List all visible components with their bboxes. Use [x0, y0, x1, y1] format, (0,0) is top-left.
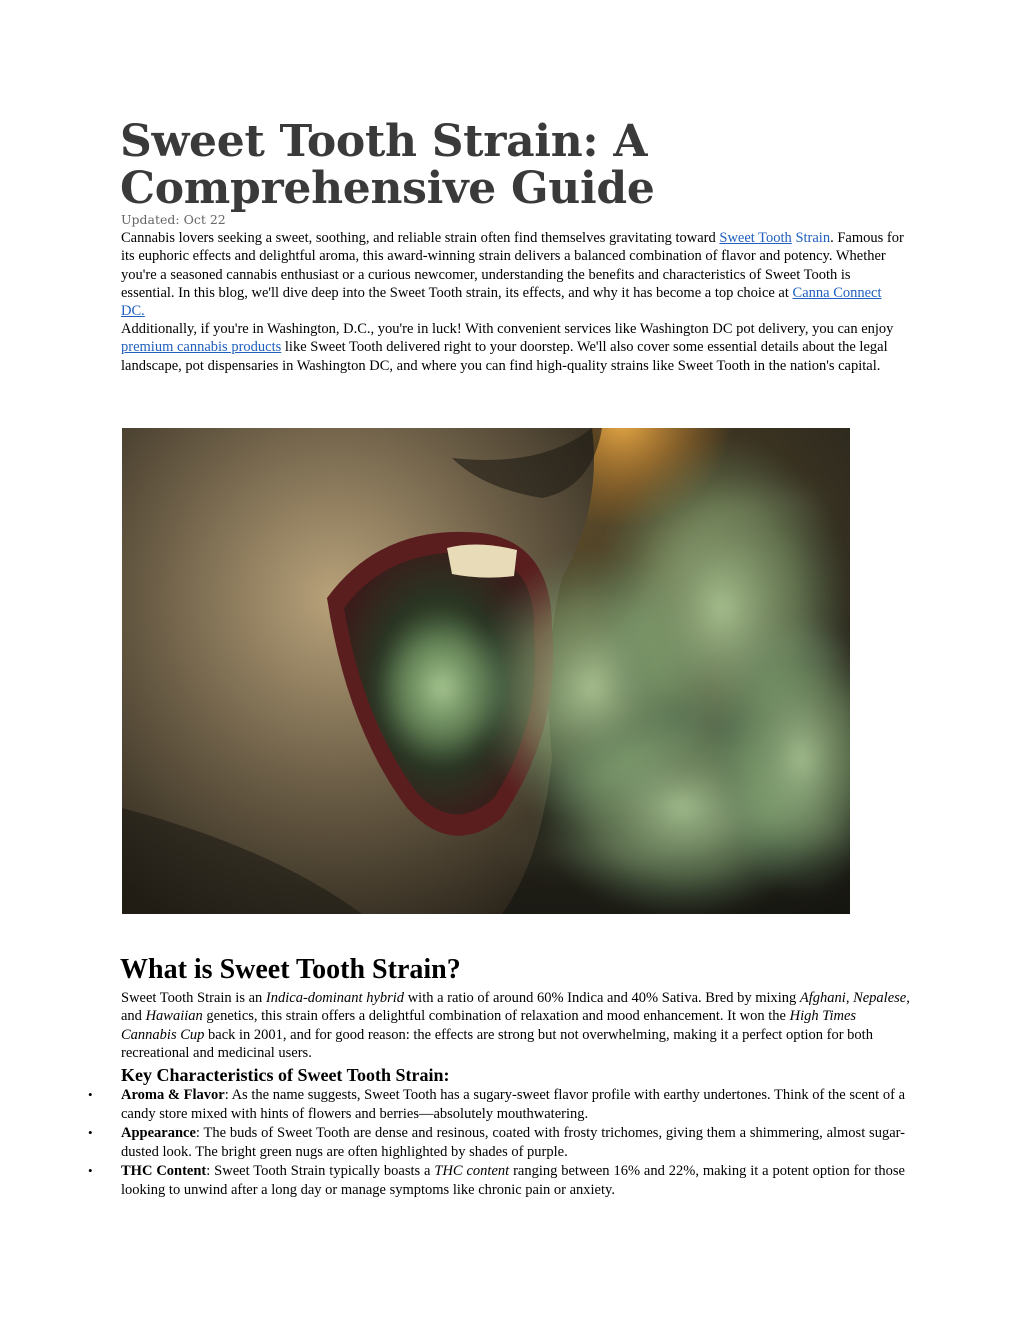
item-label: THC Content: [121, 1163, 207, 1179]
section-italic: High Times Cannabis Cup: [121, 1008, 857, 1043]
characteristics-heading: Key Characteristics of Sweet Tooth Strain:: [121, 1065, 450, 1085]
dc-text-1: Additionally, if you're in Washington, D.C., you're in luck! With convenient services like Washington DC pot delivery, you can enjoy: [121, 321, 894, 337]
strain-link[interactable]: Strain: [795, 230, 831, 246]
hero-image-smoke-exhale: [122, 428, 850, 914]
item-text: : Sweet Tooth Strain typically boasts a: [206, 1163, 435, 1179]
bullet-icon: •: [88, 1125, 93, 1140]
list-item: [0, 1124, 905, 1161]
section-paragraph: [121, 989, 911, 1062]
premium-products-link[interactable]: premium cannabis products: [121, 339, 282, 356]
bullet-icon: •: [88, 1087, 93, 1102]
sweet-tooth-link[interactable]: Sweet Tooth: [719, 230, 792, 246]
intro-text-2: . Famous for its euphoric effects and delightful aroma, this award-winning strain delivers a balanced combination of flavor and potency. Whether you're a seasoned cannabis enthusiast or a curious newcomer, understanding the benefits and characteristics of Sweet Tooth is essential. In this blog, we'll dive deep into the Sweet Tooth strain, its effects, and why it has become a top choice at: [121, 230, 904, 301]
bullet-icon: •: [88, 1163, 93, 1178]
item-label: Appearance: [121, 1125, 196, 1141]
item-text: : As the name suggests, Sweet Tooth has a sugary-sweet flavor profile with earthy undertones. Think of the scent of a candy store mixed with hints of flowers and berries—absolutely mouthwatering.: [121, 1087, 905, 1122]
section-text: with a ratio of around 60% Indica and 40% Sativa. Bred by mixing: [404, 990, 800, 1006]
hero-illustration: [122, 428, 850, 914]
canna-connect-link[interactable]: Canna Connect DC.: [121, 284, 882, 320]
list-item: [0, 1162, 905, 1199]
dc-paragraph: [121, 320, 906, 375]
section-italic: Hawaiian: [145, 1008, 203, 1025]
section-italic: Indica-dominant hybrid: [265, 990, 405, 1006]
list-item: [0, 1086, 905, 1123]
section-heading: What is Sweet Tooth Strain?: [120, 954, 461, 985]
updated-date: Updated: Oct 22: [121, 212, 226, 227]
section-italic: Afghani: [799, 990, 846, 1006]
section-text: ,: [845, 990, 854, 1006]
intro-paragraph: [121, 229, 906, 320]
characteristics-list: [0, 1086, 905, 1200]
section-text: , and: [121, 990, 910, 1025]
article-title: Sweet Tooth Strain: A Comprehensive Guide: [120, 116, 655, 214]
section-text: Sweet Tooth Strain is an: [121, 990, 266, 1006]
item-text: ranging between 16% and 22%, making it a potent option for those looking to unwind after a long day or manage symptoms like chronic pain or anxiety.: [121, 1163, 905, 1198]
section-italic: Nepalese: [853, 990, 907, 1006]
section-text: genetics, this strain offers a delightful combination of relaxation and mood enhancement. It won the: [202, 1008, 790, 1025]
item-label: Aroma & Flavor: [121, 1087, 225, 1103]
section-text: back in 2001, and for good reason: the effects are strong but not overwhelming, making it a perfect option for both recreational and medicinal users.: [121, 1026, 873, 1061]
item-text: : The buds of Sweet Tooth are dense and resinous, coated with frosty trichomes, giving them a shimmering, almost sugar-dusted look. The bright green nugs are often highlighted by shades of purple.: [121, 1125, 905, 1160]
item-italic: THC content: [434, 1163, 510, 1179]
intro-text-1: Cannabis lovers seeking a sweet, soothing, and reliable strain often find themselves gravitating toward: [121, 230, 720, 246]
dc-text-2: like Sweet Tooth delivered right to your doorstep. We'll also cover some essential details about the legal landscape, pot dispensaries in Washington DC, and where you can find high-quality strains like Sweet Tooth in the nation's capital.: [121, 339, 888, 374]
